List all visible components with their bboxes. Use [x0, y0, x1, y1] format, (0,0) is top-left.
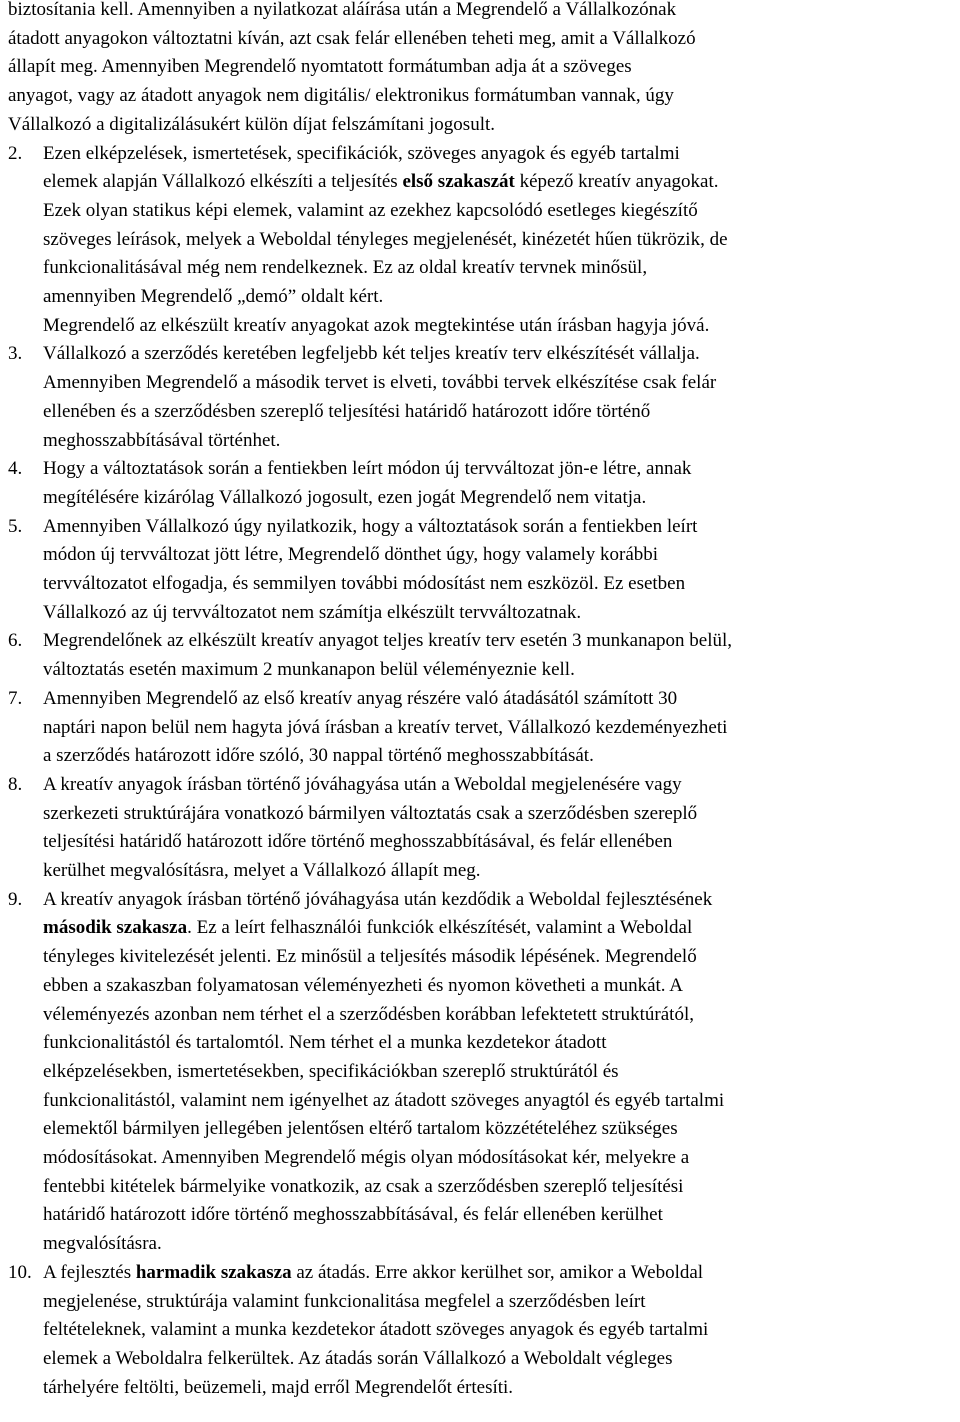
- list-item-number: 9.: [8, 888, 23, 910]
- text-line: szerkezeti struktúrájára vonatkozó bármilyen változtatás csak a szerződésben szereplő: [43, 802, 698, 824]
- bold-text-run: második szakasza: [43, 917, 188, 939]
- text-line: Vállalkozó a szerződés keretében legfeljebb két teljes kreatív terv elkészítését vállalja.: [43, 343, 700, 365]
- text-line: [43, 914, 954, 943]
- text-line: tervváltozatot elfogadja, és semmilyen további módosítást nem eszközöl. Ez esetben: [43, 573, 686, 594]
- bold-text-run: első szakaszát: [402, 171, 515, 193]
- list-item-number: 4.: [8, 458, 23, 480]
- text-line: véleményezés azonban nem térhet el a szerződésben korábban lefektetett struktúrától,: [43, 1003, 694, 1025]
- text-line: ebben a szakaszban folyamatosan véleményezheti és nyomon követheti a munkát. A: [43, 974, 683, 996]
- text-line: funkcionalitásával még nem rendelkeznek. Ez az oldal kreatív tervnek minősül,: [43, 257, 648, 279]
- text-line: Amennyiben Megrendelő az első kreatív anyag részére való átadásától számított 30: [43, 687, 678, 709]
- list-item: [8, 513, 954, 628]
- text-line: elemek a Weboldalra felkerültek. Az átadás során Vállalkozó a Weboldalt végleges: [43, 1347, 673, 1369]
- text-line: megvalósításra.: [43, 1233, 162, 1255]
- list-item-text: [43, 140, 954, 341]
- text-line: [43, 168, 954, 197]
- text-line: Ezek olyan statikus képi elemek, valamint az ezekhez kapcsolódó esetleges kiegészítő: [43, 199, 698, 221]
- list-item: [8, 1259, 954, 1403]
- text-run: elemek alapján Vállalkozó elkészíti a teljesítés: [43, 171, 403, 193]
- list-item: [8, 340, 954, 455]
- list-item: [8, 140, 954, 341]
- text-line: amennyiben Megrendelő „demó” oldalt kért.: [43, 286, 384, 308]
- text-line: elképzelésekben, ismertetésekben, specifikációkban szereplő struktúrától és: [43, 1060, 619, 1082]
- list-item-number: 2.: [8, 142, 23, 164]
- text-run: az átadás. Erre akkor kerülhet sor, amikor a Weboldal: [291, 1261, 704, 1283]
- text-line: Hogy a változtatások során a fentiekben leírt módon új tervváltozat jön-e létre, annak: [43, 458, 692, 480]
- text-line: Vállalkozó az új tervváltozatot nem számítja elkészült tervváltozatnak.: [43, 601, 582, 623]
- text-line: szöveges leírások, melyek a Weboldal tényleges megjelenését, kinézetét hűen tükrözik, de: [43, 228, 728, 250]
- list-item: [8, 685, 954, 771]
- text-line: kerülhet megvalósításra, melyet a Vállalkozó állapít meg.: [43, 860, 481, 881]
- list-item-number: 8.: [8, 773, 23, 795]
- text-run: . Ez a leírt felhasználói funkciók elkészítését, valamint a Weboldal: [187, 917, 693, 939]
- text-line: funkcionalitástól, valamint nem igényelhet az átadott szöveges anyagtól és egyéb tartalmi: [43, 1089, 725, 1111]
- intro-line: Vállalkozó a digitalizálásukért külön díjat felszámítani jogosult.: [8, 113, 496, 135]
- text-line: funkcionalitástól és tartalomtól. Nem térhet el a munka kezdetekor átadott: [43, 1032, 607, 1054]
- text-line: megjelenése, struktúrája valamint funkcionalitása megfelel a szerződésben leírt: [43, 1290, 646, 1312]
- text-line: A kreatív anyagok írásban történő jóváhagyása után kezdődik a Weboldal fejlesztésének: [43, 888, 713, 910]
- text-run: A fejlesztés: [43, 1261, 136, 1283]
- bold-text-run: harmadik szakasza: [135, 1261, 292, 1283]
- text-line: a szerződés határozott időre szóló, 30 nappal történő meghosszabbítását.: [43, 745, 594, 767]
- text-line: tényleges kivitelezését jelenti. Ez minősül a teljesítés második lépésének. Megrendelő: [43, 946, 697, 968]
- text-line: határidő határozott időre történő meghosszabbításával, és felár ellenében kerülhet: [43, 1204, 663, 1226]
- intro-line: biztosítania kell. Amennyiben a nyilatkozat aláírása után a Megrendelő a Vállalkozónak: [8, 0, 677, 20]
- text-line: teljesítési határidő határozott időre történő meghosszabbításával, és felár ellenében: [43, 831, 673, 853]
- list-item-text: [43, 886, 954, 1259]
- text-line: Megrendelőnek az elkészült kreatív anyagot teljes kreatív terv esetén 3 munkanapon belül,: [43, 630, 733, 652]
- intro-line: anyagot, vagy az átadott anyagok nem digitális/ elektronikus formátumban vannak, úgy: [8, 85, 674, 107]
- text-line: Ezen elképzelések, ismertetések, specifikációk, szöveges anyagok és egyéb tartalmi: [43, 142, 680, 164]
- text-line: fentebbi kitételek bármelyike vonatkozik, az csak a szerződésben szereplő teljesítési: [43, 1175, 684, 1197]
- text-line: feltételeknek, valamint a munka kezdetekor átadott szöveges anyagok és egyéb tartalmi: [43, 1319, 709, 1341]
- list-item-text: [43, 455, 954, 512]
- text-line: naptári napon belül nem hagyta jóvá írásban a kreatív tervet, Vállalkozó kezdeményezheti: [43, 716, 728, 738]
- text-line: [43, 1259, 954, 1288]
- list-item-text: [43, 340, 954, 455]
- text-line: A kreatív anyagok írásban történő jóváhagyása után a Weboldal megjelenésére vagy: [43, 773, 682, 795]
- text-line: elemektől bármilyen jellegében jelentősen eltérő tartalom közzétételéhez szükséges: [43, 1118, 678, 1140]
- list-item-text: [43, 685, 954, 771]
- list-item-text: [43, 771, 954, 886]
- list-item: [8, 455, 954, 512]
- text-line: ellenében és a szerződésben szereplő teljesítési határidő határozott időre történő: [43, 400, 651, 422]
- list-item: [8, 771, 954, 886]
- list-item: [8, 886, 954, 1259]
- list-item-number: 6.: [8, 630, 23, 652]
- intro-paragraph: [8, 0, 954, 140]
- intro-line: állapít meg. Amennyiben Megrendelő nyomtatott formátumban adja át a szöveges: [8, 56, 632, 78]
- text-line: meghosszabbításával történhet.: [43, 429, 281, 451]
- text-line: Amennyiben Vállalkozó úgy nyilatkozik, hogy a változtatások során a fentiekben leírt: [43, 515, 698, 537]
- text-line: tárhelyére feltölti, beüzemeli, majd erről Megrendelőt értesíti.: [43, 1376, 514, 1398]
- list-item-text: [43, 1259, 954, 1403]
- text-line: változtatás esetén maximum 2 munkanapon belül véleményeznie kell.: [43, 659, 575, 681]
- list-item-text: [43, 627, 954, 684]
- list-item-number: 7.: [8, 687, 23, 709]
- text-line: Megrendelő az elkészült kreatív anyagokat azok megtekintése után írásban hagyja jóvá.: [43, 314, 710, 336]
- text-line: megítélésére kizárólag Vállalkozó jogosult, ezen jogát Megrendelő nem vitatja.: [43, 486, 647, 508]
- list-item: [8, 627, 954, 684]
- list-item-number: 5.: [8, 515, 23, 537]
- list-item-text: [43, 513, 954, 628]
- text-run: képező kreatív anyagokat.: [514, 171, 719, 193]
- list-item-number: 3.: [8, 343, 23, 365]
- text-line: módon új tervváltozat jött létre, Megrendelő dönthet úgy, hogy valamely korábbi: [43, 544, 659, 566]
- text-line: módosításokat. Amennyiben Megrendelő mégis olyan módosításokat kér, melyekre a: [43, 1147, 690, 1169]
- intro-line: átadott anyagokon változtatni kíván, azt csak felár ellenében teheti meg, amit a Vállalkozó: [8, 27, 696, 49]
- text-line: Amennyiben Megrendelő a második tervet is elveti, további tervek elkészítése csak felár: [43, 372, 717, 394]
- list-item-number: 10.: [8, 1261, 32, 1283]
